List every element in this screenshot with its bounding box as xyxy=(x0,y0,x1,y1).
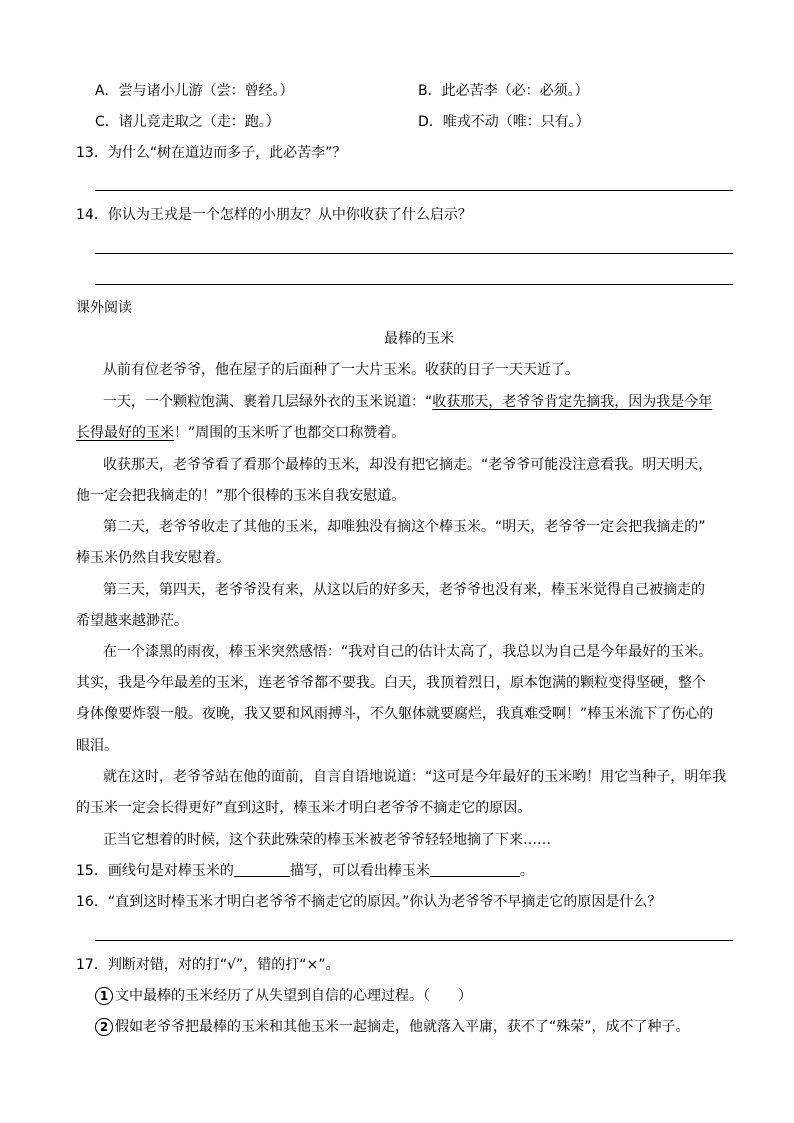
question-text: 15．画线句是对棒玉米的 xyxy=(76,863,234,879)
answer-line xyxy=(95,284,733,285)
question-15 xyxy=(76,861,534,881)
story-paragraph: 在一个漆黑的雨夜，棒玉米突然感悟：“我对自己的估计太高了，我总以为自己是今年最好的玉米。 xyxy=(103,644,713,660)
answer-line xyxy=(95,940,733,941)
answer-line xyxy=(95,253,733,254)
fill-blank[interactable] xyxy=(430,862,520,877)
question-13: 13．为什么“树在道边而多子，此必苦李”？ xyxy=(76,145,347,161)
story-title: 最棒的玉米 xyxy=(384,331,454,347)
story-line: 身体像要炸裂一般。夜晚，我又要和风雨搏斗，不久躯体就要腐烂，我真难受啊！”棒玉米流下了伤心的 xyxy=(76,706,714,722)
fill-blank[interactable] xyxy=(234,862,290,877)
judgement-item xyxy=(95,1017,690,1037)
story-paragraph: 第二天，老爷爷收走了其他的玉米，却唯独没有摘这个棒玉米。“明天，老爷爷一定会把我摘走的” xyxy=(103,519,706,535)
item-text: 文中最棒的玉米经历了从失望到自信的心理过程。（ ） xyxy=(115,988,472,1004)
underlined-sentence: 长得最好的玉米 xyxy=(76,425,174,441)
judgement-item xyxy=(95,986,472,1006)
question-14: 14．你认为王戎是一个怎样的小朋友？从中你收获了什么启示？ xyxy=(76,207,472,223)
story-text: 一天，一个颗粒饱满、裹着几层绿外衣的玉米说道：“ xyxy=(103,394,433,410)
story-paragraph: 正当它想着的时候，这个获此殊荣的棒玉米被老爷爷轻轻地摘了下来…… xyxy=(103,832,551,848)
question-text: 。 xyxy=(519,863,534,879)
story-paragraph xyxy=(103,392,712,412)
circled-number: 1 xyxy=(95,987,113,1005)
answer-line xyxy=(95,190,733,191)
option-c: C．诸儿竞走取之（走：跑。） xyxy=(95,114,280,130)
item-text: 假如老爷爷把最棒的玉米和其他玉米一起摘走，他就落入平庸，获不了“殊荣”，成不了种子。 xyxy=(115,1019,690,1035)
story-line: 的玉米一定会长得更好”直到这时，棒玉米才明白老爷爷不摘走它的原因。 xyxy=(76,800,532,816)
story-line: 希望越来越渺茫。 xyxy=(76,613,188,629)
story-text: ！”周围的玉米听了也都交口称赞着。 xyxy=(174,425,406,441)
story-paragraph: 收获那天，老爷爷看了看那个最棒的玉米，却没有把它摘走。“老爷爷可能没注意看我。明天明天， xyxy=(103,457,713,473)
question-text: 描写，可以看出棒玉米 xyxy=(289,863,430,879)
option-d: D．唯戎不动（唯：只有。） xyxy=(418,114,590,130)
question-17: 17．判断对错，对的打“√”，错的打“×”。 xyxy=(76,957,340,973)
circled-number: 2 xyxy=(95,1018,113,1036)
story-paragraph: 从前有位老爷爷，他在屋子的后面种了一大片玉米。收获的日子一天天近了。 xyxy=(103,362,579,378)
story-line: 眼泪。 xyxy=(76,738,118,754)
option-a: A．尝与诸小儿游（尝：曾经。） xyxy=(95,83,294,99)
underlined-sentence: 收获那天，老爷爷肯定先摘我，因为我是今年 xyxy=(432,394,713,410)
question-16: 16．“直到这时棒玉米才明白老爷爷不摘走它的原因。”你认为老爷爷不早摘走它的原因是什么？ xyxy=(76,894,662,910)
story-line: 他一定会把我摘走的！”那个很棒的玉米自我安慰道。 xyxy=(76,488,406,504)
story-line: 其实，我是今年最差的玉米，连老爷爷都不要我。白天，我顶着烈日，原本饱满的颗粒变得坚硬，整个 xyxy=(76,675,706,691)
story-line xyxy=(76,423,405,443)
section-label: 课外阅读 xyxy=(76,300,132,316)
story-paragraph: 就在这时，老爷爷站在他的面前，自言自语地说道：“这可是今年最好的玉米哟！用它当种子，明年我 xyxy=(103,769,727,785)
story-line: 棒玉米仍然自我安慰着。 xyxy=(76,550,230,566)
option-b: B．此必苦李（必：必须。） xyxy=(418,83,589,99)
story-paragraph: 第三天，第四天，老爷爷没有来，从这以后的好多天，老爷爷也没有来，棒玉米觉得自己被摘走的 xyxy=(103,582,705,598)
